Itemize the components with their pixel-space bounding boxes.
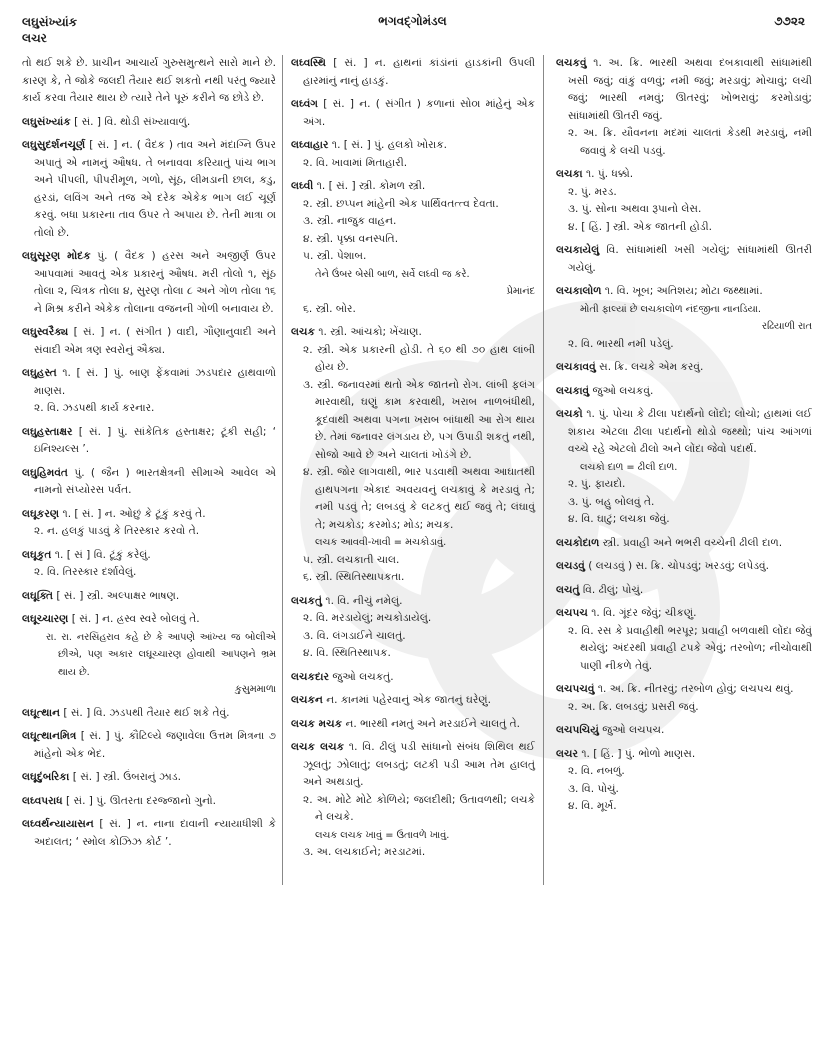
sense: ૪. [ હિં. ] સ્ત્રી. એક જાતની હોડી. [568, 220, 712, 233]
headword: લઘુસંખ્યાંક [22, 115, 71, 128]
sense: ૩. સ્ત્રી. નાજુક વાહન. [303, 215, 397, 227]
sense: ૬. સ્ત્રી. સ્થિતિસ્થાપકતા. [303, 571, 405, 583]
sense: ૨. વિ. ઝડપથી કાર્ય કરનાર. [34, 402, 155, 414]
headword: લચકો [556, 408, 583, 420]
dictionary-entry [556, 55, 812, 160]
dictionary-entry [22, 114, 276, 132]
dictionary-entry [556, 406, 812, 529]
dictionary-entry [22, 424, 276, 459]
headword: લઘૂકરણ [22, 507, 60, 520]
dictionary-entry [556, 383, 812, 401]
dictionary-entry [291, 96, 535, 131]
headword: લચકન [291, 694, 323, 706]
headword: લચપચ [556, 607, 588, 619]
definition: [ સં. ] પું. કૌટિલ્યે જણાવેલા ઉત્તમ મિત્રના ૭ માંહેનો એક ભેદ. [34, 730, 276, 760]
definition: ૧. પું. પોચા કે ઢીલા પદાર્થનો લોંદો; લોચો; હાથમાં લઈ શકાય એટલા ઢીલા પદાર્થનો થોડો જથ્થો; પાંચ આંગળાં વચ્ચે રહે એટલો ઢીલો અને લોંદા જેવો પદાર્થ. [568, 408, 812, 455]
definition: જુઓ લચકવું. [592, 384, 654, 397]
headword: લચકા [556, 168, 583, 180]
headword: લઘુહસ્ત [22, 367, 57, 379]
headword: લચક મચક [291, 717, 343, 730]
definition: ( લચડવું ) સ. ક્રિ. ચોપડવું; ખરડવું; લપેડવું. [588, 560, 770, 572]
sense: ૩. વિ. પોચું. [568, 782, 619, 795]
headword: લઘૂચ્ચારણ [22, 613, 69, 625]
headword: લઘુહસ્તાક્ષર [22, 425, 73, 438]
citation-source: રઢિયાળી રાત [761, 321, 812, 332]
dictionary-entry [556, 166, 812, 236]
dictionary-entry [556, 242, 812, 277]
definition: ૧. [ હિં. ] પું. ભોળો માણસ. [581, 747, 696, 760]
usage-example: તેને ઉંબર બેસી બાળ, સર્વે લઘ્વી જ કરે. [315, 268, 470, 280]
sense: ૫. સ્ત્રી. લચકાતી ચાલ. [303, 553, 400, 566]
headword: લચકતું [291, 594, 322, 607]
dictionary-entry [22, 137, 276, 242]
usage-example: લચક લચક ખાવું = ઉતાવળે ખાવું. [315, 829, 450, 841]
dictionary-entry [22, 728, 276, 763]
definition: પું. ( જૈન ) ભારતક્ષેત્રની સીમાએ આવેલ એ નામનો સંપ્યોરસ પર્વત. [34, 466, 276, 496]
definition: વિ. ઢીલું; પોચું. [582, 583, 644, 596]
sense: ૨. ન. હલકું પાડવું કે તિરસ્કાર કરવો તે. [34, 525, 200, 537]
usage-example: લચકો દાળ = ઢીલી દાળ. [580, 461, 678, 473]
sense: ૨. વિ. ખાવામાં મિતાહારી. [303, 156, 408, 169]
citation-source: પ્રેમાનંદ [506, 286, 535, 297]
headword: લચપચવું [556, 683, 595, 695]
entry-list-middle [291, 55, 535, 862]
sense: ૨. વિ. નબળું. [568, 765, 625, 777]
usage-example: મોતી ફાલ્યાં છે લચકાલોળ નંદજીના નાનડિયા. [580, 303, 761, 315]
dictionary-entry [291, 692, 535, 710]
dictionary-entry [556, 558, 812, 576]
definition: ન. ભારથી નમતું અને મરડાઈને ચાલતું તે. [345, 717, 521, 730]
definition: ૧. [ સં. ] પું. બાણ ફેંકવામાં ઝડપદાર હાથવાળો માણસ. [34, 367, 276, 397]
definition: ૧. [ સં. ] ન. ઓછું કે ટૂંકું કરવું તે. [62, 507, 206, 520]
definition: ૧. [ સં ] વિ. ટૂંકું કરેલું. [54, 548, 151, 561]
sense: ૪. વિ. ઘાટું; લચકા જેવું. [568, 513, 670, 525]
sense: ૪. સ્ત્રી. જોર લાગવાથી, ભાર પડવાથી અથવા આઘાતથી હાથપગના એકાદ અવયવનું લચકાવું કે મરડાવું તે; નમી પડવું તે; લબડવું કે લટકતું થઈ જવું તે; લંઘાવું તે; મચકોડ; કરમોડ; મોડ; મચક. [303, 466, 535, 531]
continued-text: તો થઈ શકે છે. પ્રાચીન આચાર્ય ગુરુસમુત્થને સારો માને છે. કારણ કે, તે જોકે જલદી તૈયાર થઈ શકતો નથી પરંતુ જ્યારે કાર્ય કરવા તૈયાર થાય છે ત્યારે તેને પૂરું કરીને જ છોડે છે. [22, 57, 276, 104]
sense: ૩. પું. બહુ બોલવું તે. [568, 495, 655, 508]
sense: ૪. વિ. મૂર્ખ. [568, 800, 617, 812]
headword: લચપચિયું [556, 724, 599, 736]
headword: લઘ્વંગ [291, 98, 319, 110]
guide-word-first: લઘુસંખ્યાંક [22, 15, 78, 29]
dictionary-entry [22, 506, 276, 541]
sense: ૨. અ. મોટે મોટે કોળિયે; જલદીથી; ઉતાવળથી; લચકે ને લચકે. [303, 793, 535, 823]
sense: ૨. સ્ત્રી. છપ્પન માંહેની એક પાર્થિવતત્ત્વ દેવતા. [303, 197, 499, 210]
definition: [ સં. ] ન. હાથનાં કાંડાંનાં હાડકાંની ઉપલી હારમાંનું નાનું હાડકું. [303, 57, 536, 87]
dictionary-entry [556, 722, 812, 740]
dictionary-entry [291, 739, 535, 862]
definition: [ સં. ] વિ. ઝડપથી તૈયાર થઈ શકે તેવું. [63, 706, 230, 719]
sense: ૨. વિ. રસ કે પ્રવાહીથી ભરપૂર; પ્રવાહી બળવાથી લોંદા જેવું થયેલું; અંદરથી પ્રવાહી ટપકે એવું; તરબોળ; નીચોવાથી પાણી નીકળે તેવું. [568, 624, 812, 672]
dictionary-entry [22, 365, 276, 418]
headword: લચકદાર [291, 670, 329, 683]
headword: લચર [556, 747, 578, 760]
definition: [ સં. ] ન. હ્રસ્વ સ્વરે બોલવું તે. [71, 613, 200, 625]
sense: ૨. વિ. ભારથી નમી પડેલું. [568, 337, 674, 350]
sense: ૩. અ. લચકાઈને; મરડાટમાં. [303, 846, 426, 858]
definition: ૧. વિ. ઢીલું પડી સાંધાનો સંબંધ શિથિલ થઈ ઝૂલતું; ઝોલાતું; લબડતું; લટકી પડી આમ તેમ હાલતું અને અથડાતું. [303, 741, 535, 788]
definition: ૧. વિ. ખૂબ; અતિશય; મોટા જથ્થામાં. [604, 285, 763, 297]
sense: ૩. સ્ત્રી. જનાવરમાં થતો એક જાતનો રોગ. લાંબી ફલંગ મારવાથી, ઘણું કામ કરવાથી, ખરાબ નાળબંધીથી, કૂદવાથી અથવા પગના ખરાબ બાંધાથી આ રોગ થાય છે. તેમાં જનાવર લંગડાય છે, પગ ઉપાડી શકતું નથી, સોજો આવે છે અને ચાલતાં ખોડંગે છે. [303, 378, 535, 461]
guide-word-last: લચર [22, 31, 47, 45]
headword: લચકાયેલું [556, 244, 600, 256]
column-right [550, 55, 812, 1045]
sense: ૨. અ. ક્રિ. યૌવનના મદમાં ચાલતાં કેડથી મરડાવું, નમી જવાવું કે લચી પડવું. [568, 127, 812, 157]
headword: લચડવું [556, 560, 585, 572]
definition: જુઓ લચકતું. [332, 670, 394, 683]
headword: લચકાલોળ [556, 285, 602, 297]
headword: લચકાવવું [556, 361, 596, 373]
dictionary-entry [291, 55, 535, 90]
definition: પું. ( વૈદક ) હરસ અને અજીર્ણ ઉપર આપવામાં આવતું એક પ્રકારનું ઔષધ. મરી તોલો ૧, સૂંઠ તોલા ૨, ચિત્રક તોલા ૪, સુરણ તોલા ૮ અને ગોળ તોલા ૧૬ ને મિશ્ર કરીને એકેક તોલાના વજનની ગોળી બનાવાય છે. [34, 250, 276, 315]
dictionary-entry [556, 605, 812, 675]
dictionary-entry [291, 137, 535, 172]
sense: ૨. અ. ક્રિ. લબડવું; પ્રસરી જવું. [568, 700, 699, 713]
dictionary-entry [291, 324, 535, 587]
definition: [ સં. ] સ્ત્રી. અલ્પાક્ષર ભાષણ. [56, 589, 180, 602]
headword: લઘૂત્થાનમિત્ર [22, 730, 77, 742]
headword: લઘ્વસ્થિ [291, 57, 327, 69]
definition: [ સં. ] ન. નાના દાવાની ન્યાયાધીશી કે અદાલત; ‘ સ્મોલ કોઝિઝ કોર્ટ ’. [34, 818, 276, 848]
dictionary-entry [22, 793, 276, 811]
definition: [ સં. ] સ્ત્રી. ઉંબરાનું ઝાડ. [72, 771, 181, 783]
sense: ૪. વિ. સ્થિતિસ્થાપક. [303, 647, 391, 659]
definition: ૧. વિ. ગૂંદર જેવું; ચીકણું. [591, 607, 697, 619]
usage-example: લચક આવવી-ખાવી = મચકોડાવું. [315, 537, 447, 548]
definition: સ્ત્રી. પ્રવાહી અને ભભરી વચ્ચેની ઢીલી દાળ. [602, 536, 783, 549]
headword: લચકાવું [556, 384, 590, 397]
sense: ૬. સ્ત્રી. બોર. [303, 302, 356, 315]
definition: ૧. સ્ત્રી. આંચકો; ખેંચાણ. [318, 326, 422, 338]
definition: વિ. સાંધામાંથી ખસી ગયેલું; સાંધામાંથી ઊતરી ગયેલું. [568, 244, 812, 274]
headword: લઘ્વી [291, 180, 314, 192]
definition: [ સં. ] વિ. થોડી સંખ્યાવાળું. [74, 115, 191, 128]
dictionary-entry [556, 681, 812, 716]
sense: ૨. વિ. તિરસ્કાર દર્શાવેલું. [34, 566, 137, 578]
column-middle [282, 55, 544, 885]
column-left [22, 55, 276, 1045]
sense: ૫. સ્ત્રી. પેશાબ. [303, 250, 367, 262]
headword: લઘુસ્વરૈક્ય [22, 326, 69, 338]
sense: ૨. પું. ફાયદો. [568, 478, 626, 490]
dictionary-entry [291, 716, 535, 734]
dictionary-entry [22, 547, 276, 582]
headword: લચકવું [556, 57, 587, 69]
definition: ૧. પું. ધક્કો. [585, 168, 634, 180]
headword: લઘૂદુંબરિકા [22, 771, 70, 783]
dictionary-entry [556, 746, 812, 816]
headword: લચક લચક [291, 741, 345, 753]
headword: લઘુહિમવંત [22, 466, 68, 479]
dictionary-entry [291, 669, 535, 687]
book-title: ભગવદ્ગોમંડલ [378, 14, 447, 28]
sense: ૨. વિ. મરડાયેલું; મચકોડાયેલું. [303, 612, 432, 624]
dictionary-entry [556, 535, 812, 553]
definition: સ. ક્રિ. લચકે એમ કરવું. [599, 361, 704, 373]
definition: ૧. અ. ક્રિ. ભારથી અથવા દબકાવાથી સાંધામાંથી ખસી જવું; વાંકું વળવું; નમી જવું; મરડાવું; મોચાવું; લચી જવું; ભારથી નમવું; ઊતરવું; ખોભરાવું; કરમોડાવું; સાંધામાંથી ઊતરી જવું. [568, 57, 812, 122]
dictionary-entry [22, 816, 276, 851]
headword: લઘૂકૃત [22, 548, 52, 561]
dictionary-columns [22, 55, 812, 1045]
headword: લઘુસુદર્શનચૂર્ણ [22, 139, 86, 151]
headword: લઘૂત્થાન [22, 706, 60, 719]
dictionary-entry [22, 248, 276, 318]
definition: [ સં. ] પું. સાંકેતિક હસ્તાક્ષર; ટૂંકી સહી; ‘ ઇનિશ્યલ્સ ’. [34, 425, 276, 455]
definition: ૧. વિ. નીચું નમેલું. [325, 594, 403, 607]
headword: લઘૂક્તિ [22, 589, 54, 602]
entry-list-right [556, 55, 812, 816]
dictionary-entry [22, 769, 276, 787]
usage-example: રા. રા. નરસિંહરાવ કહે છે કે આપણે આંખ્ય જ બોલીએ છીએ, પણ અકાર લઘૂચ્ચારણ હોવાથી આપણને ભ્રમ થાય છે. [46, 631, 276, 678]
definition: ૧. અ. ક્રિ. નીતરવું; તરબોળ હોવું; લચપચ થવું. [597, 683, 794, 695]
dictionary-entry [22, 588, 276, 606]
dictionary-entry [556, 283, 812, 353]
dictionary-entry [291, 593, 535, 663]
headword: લચકોદાળ [556, 536, 600, 549]
definition: ન. કાનમાં પહેરવાનું એક જાતનું ઘરેણું. [326, 694, 492, 706]
definition: જુઓ લચપચ. [602, 724, 665, 736]
dictionary-entry [556, 582, 812, 600]
definition: [ સં. ] ન. ( સંગીત ) વાદી, ગૌણાનુવાદી અને સંવાદી એમ ત્રણ સ્વરોનું ઐક્ય. [34, 326, 276, 356]
definition: [ સં. ] ન. ( સંગીત ) કળાનાં સો૦ા માંહેનું એક અંગ. [303, 98, 535, 128]
page-header [0, 8, 825, 48]
citation-source: કુસુમમાળા [234, 684, 276, 695]
dictionary-entry [22, 465, 276, 500]
definition: ૧. [ સં. ] સ્ત્રી. કોમળ સ્ત્રી. [316, 180, 426, 192]
sense: ૨. પું. મરડ. [568, 185, 617, 198]
headword: લઘ્વપરાધ [22, 794, 63, 807]
sense: ૨. સ્ત્રી. એક પ્રકારની હોડી. તે ૬૦ થી ૭૦ હાથ લાંબી હોય છે. [303, 343, 535, 373]
definition: [ સં. ] ન. ( વૈદક ) તાવ અને મંદાગ્નિ ઉપર અપાતું એ નામનું ઔષધ. તે બનાવવા કરિયાતું પાંચ ભાગ અને પીપલી, પીપરીમૂળ, ગળો, સૂંઠ, લીમડાની છાલ, કડુ, હરડાં, લવિંગ અને તજ એ દરેક એકેક ભાગ લઈ ચૂર્ણ કરવું. બધા પ્રકારના તાવ ઉપર તે અપાય છે. તેની માત્રા ૦ા તોલો છે. [34, 139, 276, 239]
dictionary-entry [22, 705, 276, 723]
sense: ૩. વિ. લંગડાઈને ચાલતું. [303, 629, 406, 642]
dictionary-entry [291, 178, 535, 318]
sense: ૩. પું. સોના અથવા રૂપાનો લેસ. [568, 203, 702, 215]
page-number: ૭૭૨૨ [774, 14, 805, 28]
headword: લઘ્વાહાર [291, 139, 329, 151]
definition: [ સં. ] પું. ઊતરતા દરજ્જાનો ગુનો. [65, 794, 216, 807]
entry-list-left [22, 114, 276, 852]
dictionary-entry [22, 324, 276, 359]
headword: લચક [291, 326, 315, 338]
headword: લઘુસૂરણ મોદક [22, 250, 91, 262]
dictionary-entry [556, 359, 812, 377]
dictionary-entry [22, 611, 276, 699]
headword: લઘ્વર્થન્યાયાસન [22, 818, 94, 830]
sense: ૪. સ્ત્રી. પૃક્કા વનસ્પતિ. [303, 232, 399, 245]
definition: ૧. [ સં. ] પું. હલકો ખોરાક. [331, 139, 448, 151]
headword: લચતું [556, 583, 580, 596]
